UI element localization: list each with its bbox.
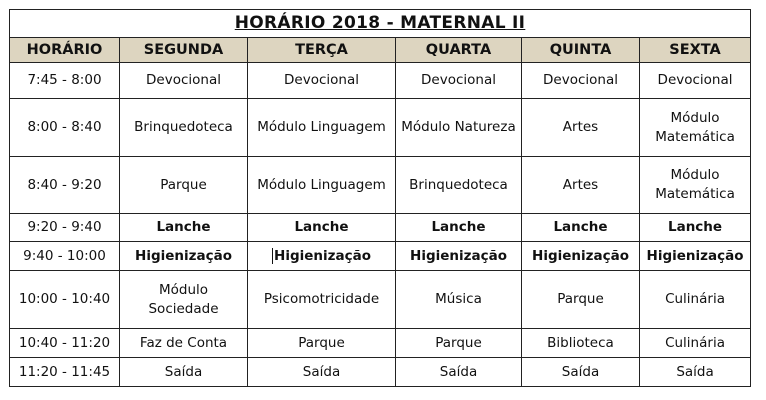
schedule-cell: Lanche	[640, 214, 751, 242]
header-row	[10, 38, 751, 63]
schedule-cell: Lanche	[522, 214, 640, 242]
schedule-cell: Artes	[522, 99, 640, 157]
time-cell: 7:45 - 8:00	[10, 63, 120, 99]
schedule-table	[9, 9, 751, 387]
schedule-cell: Devocional	[396, 63, 522, 99]
schedule-cell: Saída	[248, 358, 396, 387]
schedule-cell: Lanche	[120, 214, 248, 242]
schedule-cell: Culinária	[640, 329, 751, 358]
schedule-cell: Módulo Linguagem	[248, 157, 396, 214]
time-cell: 10:40 - 11:20	[10, 329, 120, 358]
time-cell: 9:20 - 9:40	[10, 214, 120, 242]
header-quinta: QUINTA	[522, 38, 640, 63]
schedule-cell: Biblioteca	[522, 329, 640, 358]
schedule-title: HORÁRIO 2018 - MATERNAL II	[10, 10, 751, 38]
schedule-cell: Saída	[522, 358, 640, 387]
schedule-cell-text: Higienização	[274, 247, 371, 264]
schedule-cell: Parque	[522, 271, 640, 329]
schedule-cell: Saída	[120, 358, 248, 387]
header-sexta: SEXTA	[640, 38, 751, 63]
schedule-cell: Culinária	[640, 271, 751, 329]
schedule-cell: Parque	[248, 329, 396, 358]
schedule-cell: Higienização	[120, 242, 248, 271]
schedule-cell: Devocional	[248, 63, 396, 99]
table-row	[10, 242, 751, 271]
table-row	[10, 99, 751, 157]
schedule-cell: Psicomotricidade	[248, 271, 396, 329]
time-cell: 10:00 - 10:40	[10, 271, 120, 329]
schedule-cell: Música	[396, 271, 522, 329]
text-cursor	[272, 248, 273, 264]
time-cell: 8:40 - 9:20	[10, 157, 120, 214]
schedule-cell: Parque	[120, 157, 248, 214]
table-row	[10, 271, 751, 329]
schedule-cell: Devocional	[120, 63, 248, 99]
schedule-cell: Lanche	[248, 214, 396, 242]
table-row	[10, 214, 751, 242]
schedule-cell: Lanche	[396, 214, 522, 242]
schedule-cell: Saída	[396, 358, 522, 387]
schedule-sheet	[9, 9, 751, 387]
schedule-cell: Módulo Linguagem	[248, 99, 396, 157]
time-cell: 11:20 - 11:45	[10, 358, 120, 387]
schedule-cell	[248, 242, 396, 271]
table-row	[10, 157, 751, 214]
schedule-cell: Devocional	[640, 63, 751, 99]
time-cell: 9:40 - 10:00	[10, 242, 120, 271]
table-row	[10, 358, 751, 387]
table-row	[10, 329, 751, 358]
schedule-cell: Módulo Matemática	[640, 99, 751, 157]
schedule-cell: Módulo Sociedade	[120, 271, 248, 329]
header-quarta: QUARTA	[396, 38, 522, 63]
schedule-cell: Brinquedoteca	[396, 157, 522, 214]
schedule-cell: Higienização	[396, 242, 522, 271]
schedule-cell: Artes	[522, 157, 640, 214]
time-cell: 8:00 - 8:40	[10, 99, 120, 157]
schedule-cell: Higienização	[522, 242, 640, 271]
header-terca: TERÇA	[248, 38, 396, 63]
schedule-cell: Devocional	[522, 63, 640, 99]
schedule-cell: Módulo Natureza	[396, 99, 522, 157]
schedule-cell: Brinquedoteca	[120, 99, 248, 157]
schedule-cell: Saída	[640, 358, 751, 387]
table-row	[10, 63, 751, 99]
schedule-cell: Módulo Matemática	[640, 157, 751, 214]
schedule-cell: Higienização	[640, 242, 751, 271]
schedule-cell: Parque	[396, 329, 522, 358]
schedule-cell: Faz de Conta	[120, 329, 248, 358]
header-horario: HORÁRIO	[10, 38, 120, 63]
header-segunda: SEGUNDA	[120, 38, 248, 63]
